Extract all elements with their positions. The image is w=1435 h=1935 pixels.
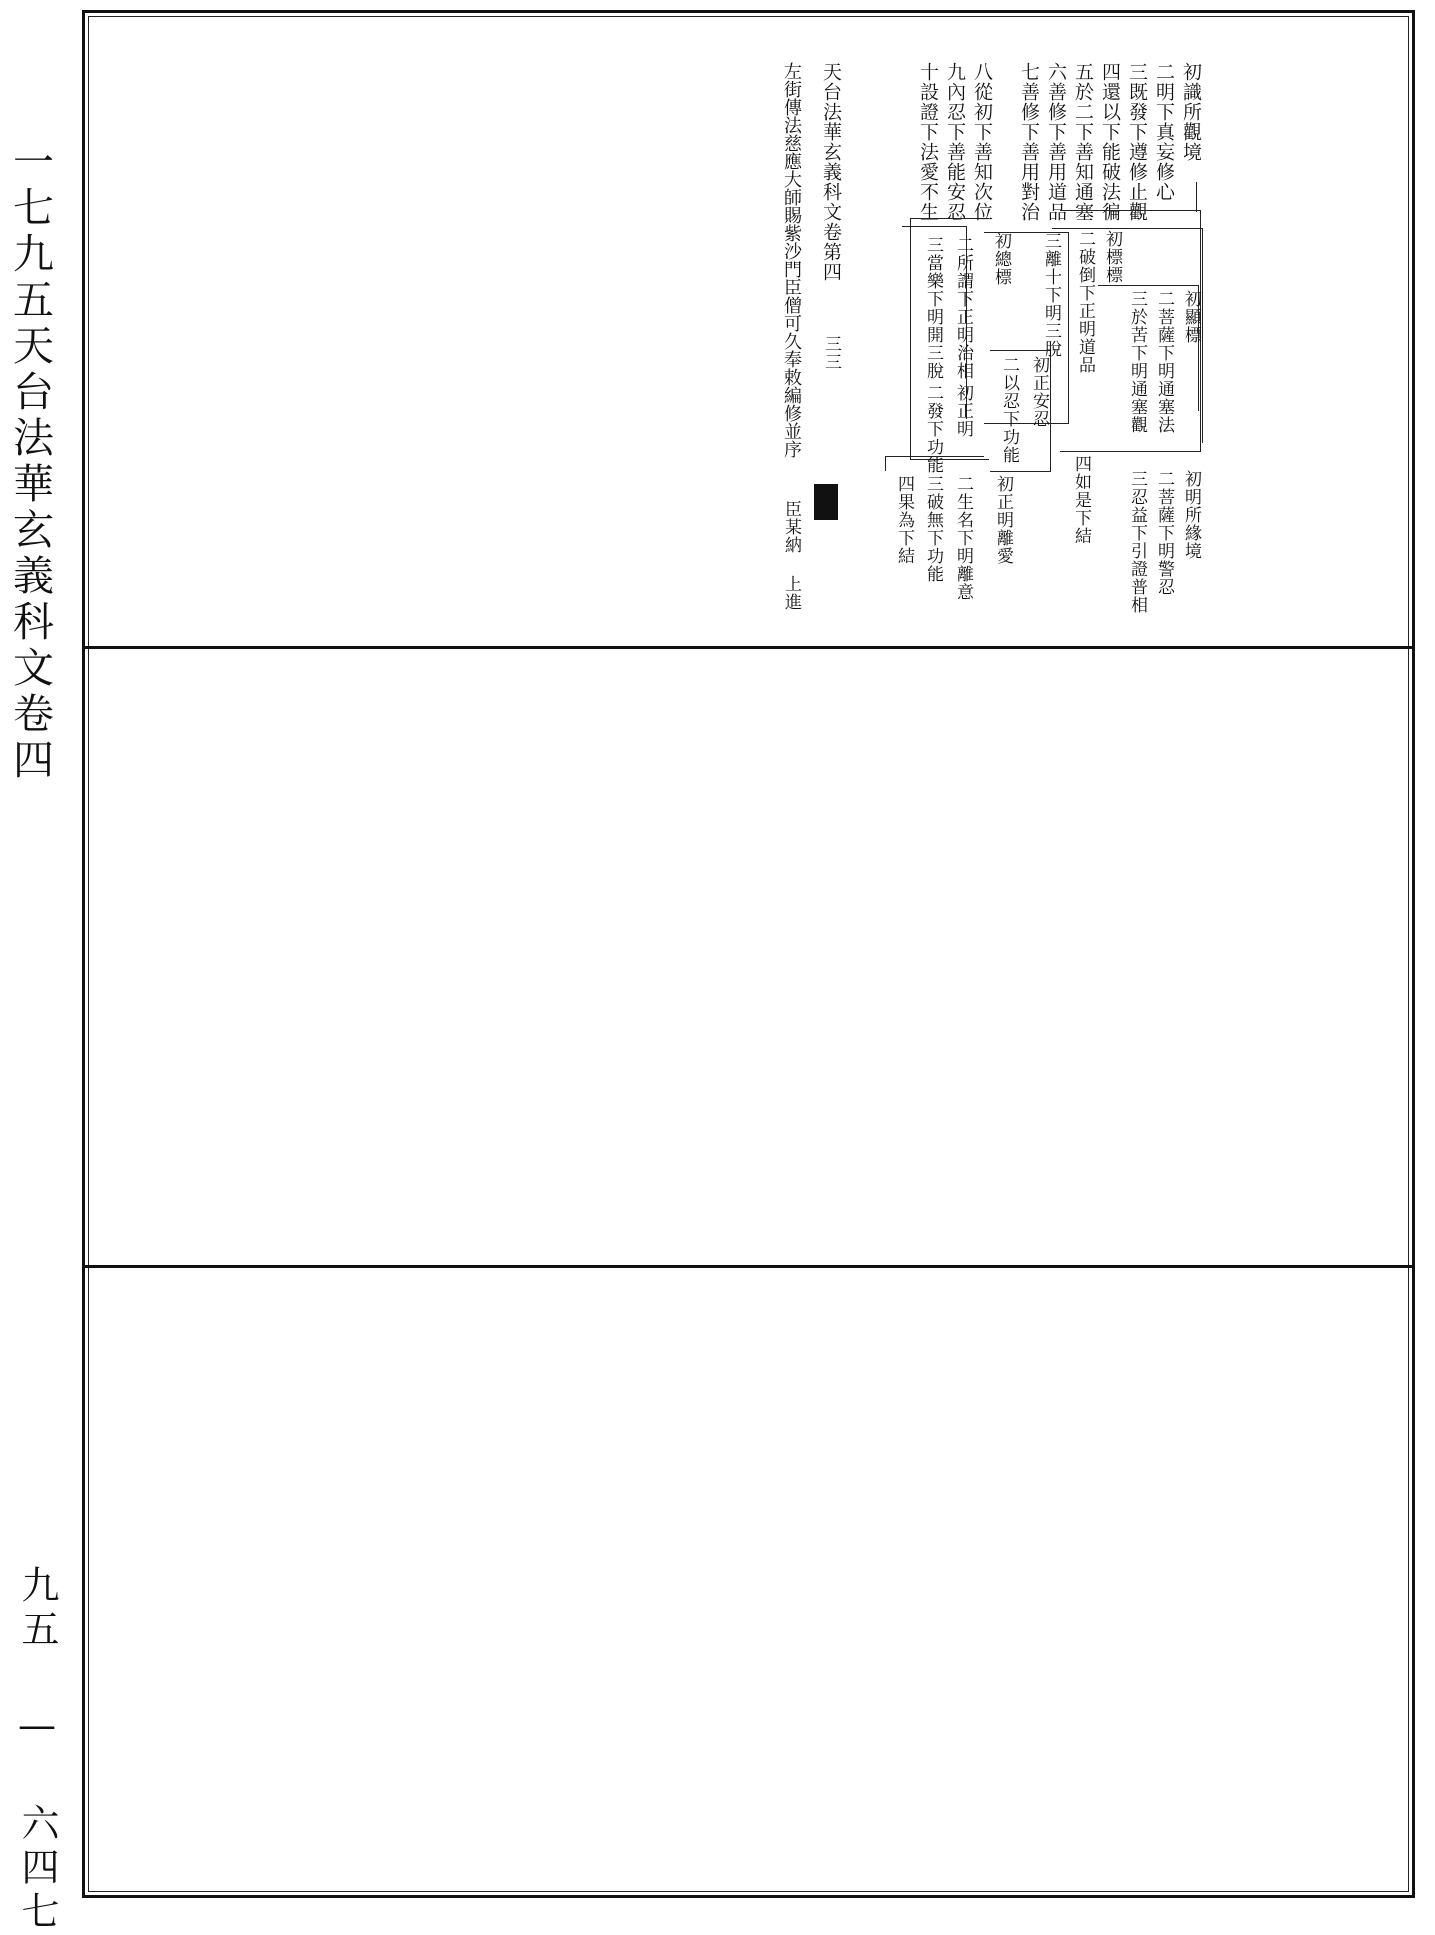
chart-item: 七善修下善用對治 xyxy=(1018,62,1040,222)
chart-node: 三當樂下明開三脫 xyxy=(923,236,943,380)
margin-title: 天台法華玄義科文 xyxy=(6,324,54,692)
seal-stamp xyxy=(814,484,838,520)
chart-node: 二菩薩下明警忍 xyxy=(1154,470,1174,596)
chart-node: 初標標 xyxy=(1102,230,1122,284)
chart-node: 四果為下結 xyxy=(894,475,914,565)
panel-divider-top xyxy=(85,646,1412,649)
chart-node: 二以忍下功能 xyxy=(999,356,1019,464)
chart-node: 初正明離愛 xyxy=(993,475,1013,565)
chart-item: 初識所觀境 xyxy=(1180,62,1202,162)
chart-item: 二明下真妄修心 xyxy=(1153,62,1175,202)
submitter-line: 臣某納 上進 xyxy=(781,500,801,611)
margin-volume: 卷四 xyxy=(6,692,54,784)
folio-number: 三三 xyxy=(821,335,841,371)
chart-item: 三既發下遵修止觀 xyxy=(1126,62,1148,222)
panel-divider-bottom xyxy=(85,1265,1412,1268)
chart-item: 六善修下善用道品 xyxy=(1045,62,1067,222)
chart-item: 四還以下能破法徧 xyxy=(1099,62,1121,222)
chart-node: 二菩薩下明通塞法 xyxy=(1154,290,1174,434)
margin-code: 一七九五 xyxy=(6,140,54,324)
chart-node: 初明所緣境 xyxy=(1181,470,1201,560)
page-frame xyxy=(82,10,1415,1898)
chart-node: 三於苦下明通塞觀 xyxy=(1127,290,1147,434)
chart-node: 初總標 xyxy=(991,232,1011,286)
chart-node: 二發下功能 xyxy=(923,384,943,474)
closing-title: 天台法華玄義科文卷第四 xyxy=(820,62,842,282)
chart-node: 二破倒下正明道品 xyxy=(1075,230,1095,374)
chart-node: 初顯標 xyxy=(1181,290,1201,344)
colophon-line: 左街傳法慈應大師賜紫沙門臣僧可久奉敕編修並序 xyxy=(781,62,802,458)
chart-item: 十設證下法愛不生 xyxy=(917,62,939,222)
chart-node: 二生名下明離意 xyxy=(953,475,973,601)
bracket-line xyxy=(1196,182,1197,212)
chart-item: 九內忍下善能安忍 xyxy=(944,62,966,222)
chart-node: 三離十下明三脫 xyxy=(1041,232,1061,358)
inner-border xyxy=(88,16,1409,1892)
margin-page-number: 九五 — 六四七 xyxy=(15,1565,59,1935)
chart-node: 初正安忍 xyxy=(1029,356,1049,428)
chart-item: 八從初下善知次位 xyxy=(971,62,993,222)
chart-node: 四如是下結 xyxy=(1071,455,1091,545)
margin-running-header xyxy=(6,140,54,784)
chart-node: 二所謂下正明治相 xyxy=(953,236,973,380)
chart-item: 五於二下善知通塞 xyxy=(1072,62,1094,222)
chart-node: 三忍益下引證普相 xyxy=(1127,470,1147,614)
chart-node: 初正明 xyxy=(953,384,973,438)
chart-node: 三破無下功能 xyxy=(923,475,943,583)
